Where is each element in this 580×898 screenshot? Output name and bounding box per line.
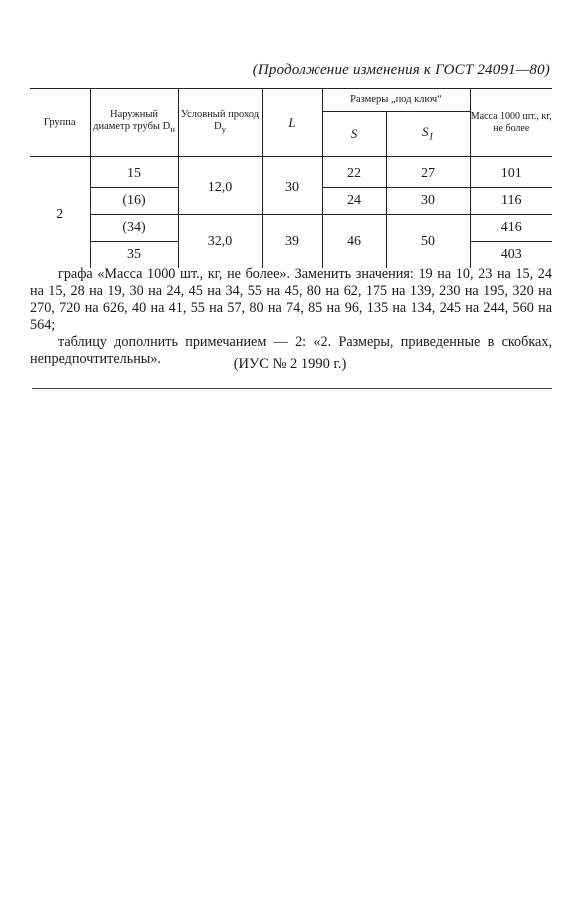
- cell-s1: 27: [386, 157, 470, 188]
- cell-s: 22: [322, 157, 386, 188]
- amendment-text: [30, 266, 552, 368]
- dimensions-table-container: [30, 88, 552, 268]
- header-nominal-bore-sub: у: [221, 124, 226, 135]
- cell-mass: 403: [470, 242, 552, 269]
- bottom-divider: [32, 388, 552, 389]
- cell-group: 2: [56, 206, 64, 222]
- cell-mass: 101: [470, 157, 552, 188]
- header-S1: [386, 112, 470, 157]
- header-nominal-bore-label: Условный проход D: [180, 109, 260, 133]
- cell-dn: 35: [90, 242, 178, 269]
- table-row: [30, 215, 552, 242]
- cell-dy: 32,0: [178, 215, 262, 269]
- amendment-paragraph-note: таблицу дополнить примечанием — 2: «2. Размеры, приведенные в скобках, непредпочтительны».: [30, 334, 552, 367]
- cell-dn: (16): [90, 188, 178, 215]
- header-S1-label: S: [422, 123, 429, 139]
- cell-s: 46: [322, 215, 386, 269]
- amendment-paragraph-mass: графа «Масса 1000 шт., кг, не более». Заменить значения: 19 на 10, 23 на 15, 24 на 15, 28 на 19, 30 на 24, 45 на 34, 55 на 45, 80 на 62, 175 на 139, 230 на 195, 320 на 270, 720 на 626, 40 на 41, 55 на 57, 80 на 74, 85 на 96, 135 на 134, 245 на 244, 560 на 564;: [30, 266, 552, 333]
- source-reference: (ИУС № 2 1990 г.): [233, 356, 347, 372]
- header-S: S: [322, 112, 386, 157]
- cell-s1: 30: [386, 188, 470, 215]
- cell-L: 30: [262, 157, 322, 215]
- header-mass: Масса 1000 шт., кг, не более: [470, 89, 552, 157]
- header-outer-diameter: [90, 89, 178, 157]
- page-header: (Продолжение изменения к ГОСТ 24091—80): [252, 62, 550, 78]
- dimensions-table: [30, 88, 552, 268]
- header-wrench-sizes: Размеры „под ключ“: [322, 89, 470, 112]
- cell-dn: 15: [90, 157, 178, 188]
- cell-L: 39: [262, 215, 322, 269]
- cell-mass: 116: [470, 188, 552, 215]
- table-row: [30, 157, 552, 188]
- header-outer-diameter-label: Наружный диаметр трубы D: [93, 109, 171, 133]
- header-L: L: [262, 89, 322, 157]
- header-S1-sub: 1: [428, 130, 434, 143]
- cell-mass: 416: [470, 215, 552, 242]
- cell-dy: 12,0: [178, 157, 262, 215]
- header-nominal-bore: [178, 89, 262, 157]
- header-outer-diameter-sub: н: [170, 124, 175, 135]
- cell-s: 24: [322, 188, 386, 215]
- cell-dn: (34): [90, 215, 178, 242]
- cell-s1: 50: [386, 215, 470, 269]
- header-group: Группа: [30, 89, 90, 157]
